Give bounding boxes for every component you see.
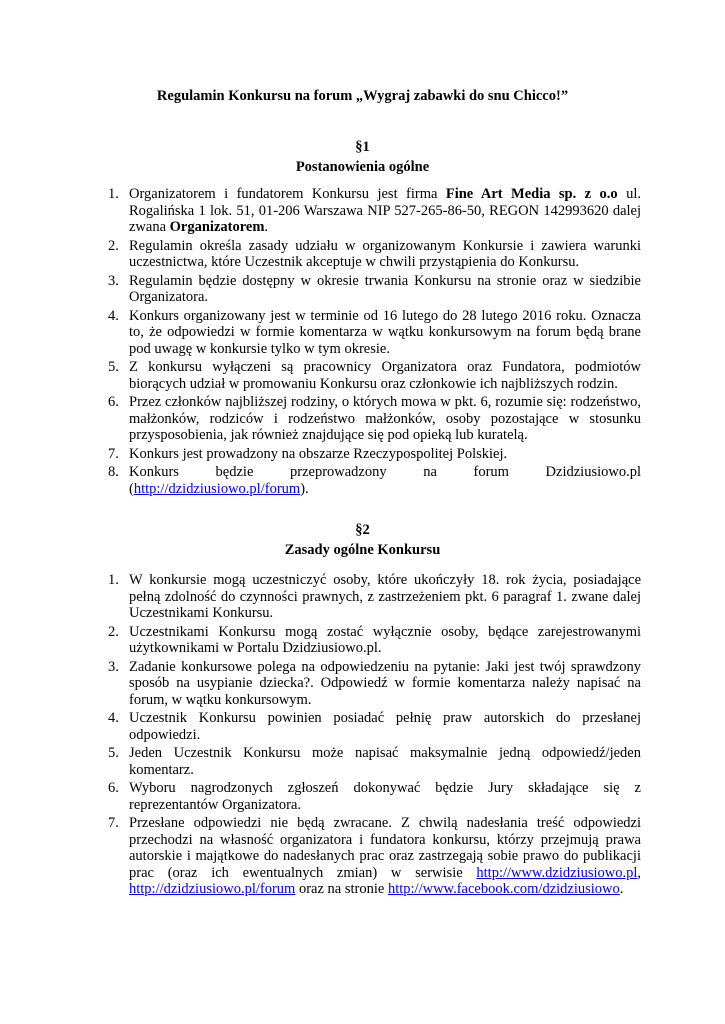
- list-item: [99, 745, 641, 778]
- item-text: ).: [300, 480, 309, 497]
- item-number: 8.: [108, 464, 119, 480]
- forum-link[interactable]: http://dzidziusiowo.pl/forum: [129, 881, 296, 897]
- section2-heading: Zasady ogólne Konkursu: [284, 542, 441, 558]
- list-item: [99, 659, 641, 709]
- item-number: 6.: [108, 780, 119, 796]
- section1-header: [0, 137, 725, 177]
- item-text: oraz na stronie: [295, 881, 388, 897]
- item-text: ,: [637, 864, 641, 881]
- item-text: Uczestnikami Konkursu mogą zostać wyłącznie osoby, będące zarejestrowanymi użytkownikami w Portalu Dzidziusiowo.pl.: [129, 623, 641, 656]
- section2-header: [0, 520, 725, 560]
- item-text: .: [619, 881, 624, 897]
- organizer-term: Organizatorem: [169, 219, 265, 235]
- item-text: Uczestnik Konkursu powinien posiadać pełnię praw autorskich do przesłanej odpowiedzi.: [129, 710, 641, 743]
- list-item: [99, 308, 641, 358]
- item-text: Z konkursu wyłączeni są pracownicy Organizatora oraz Fundatora, podmiotów biorących udział w promowaniu Konkursu oraz członkowie ich najbliższych rodzin.: [129, 359, 641, 392]
- section1-number: §1: [355, 139, 370, 155]
- list-item: [99, 394, 641, 444]
- item-number: 4.: [108, 307, 119, 324]
- list-item: [99, 446, 641, 463]
- document-title: Regulamin Konkursu na forum „Wygraj zabawki do snu Chicco!”: [156, 88, 569, 104]
- company-name: Fine Art Media sp. z o.o: [445, 186, 618, 202]
- list-item: [99, 710, 641, 743]
- section1-heading: Postanowienia ogólne: [295, 159, 430, 175]
- item-number: 1.: [108, 572, 119, 588]
- item-number: 2.: [108, 623, 119, 640]
- list-item: [99, 464, 641, 497]
- list-item: [99, 780, 641, 813]
- list-item: [99, 359, 641, 392]
- item-text: (: [129, 480, 134, 497]
- item-text: Konkurs będzie przeprowadzony na forum Dzidziusiowo.pl: [129, 464, 641, 480]
- facebook-link[interactable]: http://www.facebook.com/dzidziusiowo: [387, 881, 620, 897]
- item-number: 5.: [108, 745, 119, 761]
- list-item: [99, 815, 641, 898]
- list-item: [99, 238, 641, 271]
- item-number: 7.: [108, 815, 119, 831]
- list-item: [99, 186, 641, 236]
- section2-list: [99, 572, 641, 900]
- item-number: 3.: [108, 658, 119, 675]
- item-text: Przez członków najbliższej rodziny, o których mowa w pkt. 6, rozumie się: rodzeństwo, małżonków, rodziców i rodzeństwo małżonków, osoby pozostające w stosunku przysposobienia, jak również znajdujące się pod opieką lub kuratelą.: [129, 394, 641, 443]
- item-number: 2.: [108, 237, 119, 254]
- list-item: [99, 273, 641, 306]
- item-text: Regulamin będzie dostępny w okresie trwania Konkursu na stronie oraz w siedzibie Organizatora.: [129, 272, 641, 305]
- item-number: 3.: [108, 272, 119, 289]
- item-text: Konkurs organizowany jest w terminie od 16 lutego do 28 lutego 2016 roku. Oznacza to, że odpowiedzi w formie komentarza w wątku konkursowym na forum będą brane pod uwagę w konkursie tylko w tym okresie.: [129, 307, 641, 357]
- item-number: 5.: [108, 359, 119, 375]
- forum-link[interactable]: http://dzidziusiowo.pl/forum: [133, 480, 301, 497]
- list-item: [99, 624, 641, 657]
- item-text: Organizatorem i fundatorem Konkursu jest firma: [129, 186, 446, 202]
- item-text: Konkurs jest prowadzony na obszarze Rzeczypospolitej Polskiej.: [129, 445, 508, 462]
- item-text: Regulamin określa zasady udziału w organizowanym Konkursie i zawiera warunki uczestnictwa, które Uczestnik akceptuje w chwili przystąpienia do Konkursu.: [129, 237, 641, 270]
- dzidziusiowo-link[interactable]: http://www.dzidziusiowo.pl: [476, 864, 638, 881]
- item-number: 4.: [108, 710, 119, 726]
- item-number: 7.: [108, 445, 119, 462]
- item-text: ul. Rogalińska 1 lok. 51, 01-206 Warszawa NIP 527-265-86-50, REGON 142993620 dalej zwana: [129, 186, 641, 235]
- section1-list: [99, 186, 641, 499]
- item-text: Jeden Uczestnik Konkursu może napisać maksymalnie jedną odpowiedź/jeden komentarz.: [129, 745, 641, 778]
- section2-number: §2: [355, 522, 370, 538]
- item-text: .: [264, 219, 269, 235]
- item-number: 1.: [108, 186, 119, 202]
- list-item: [99, 572, 641, 622]
- item-number: 6.: [108, 394, 119, 410]
- item-text: Zadanie konkursowe polega na odpowiedzeniu na pytanie: Jaki jest twój sprawdzony sposób na usypianie dziecka?. Odpowiedź w formie komentarza należy napisać na forum, w wątku konkursowym.: [129, 658, 641, 708]
- item-text: Wyboru nagrodzonych zgłoszeń dokonywać będzie Jury składające się z reprezentantów Organizatora.: [129, 780, 641, 813]
- item-text: Przesłane odpowiedzi nie będą zwracane. Z chwilą nadesłania treść odpowiedzi przechodzi na własność organizatora i fundatora konkursu, którzy przejmują prawa autorskie i majątkowe do nadesłanych prac oraz zastrzegają sobie prawo do publikacji prac (oraz ich ewentualnych zmian) w serwisie: [129, 815, 641, 881]
- item-text: W konkursie mogą uczestniczyć osoby, które ukończyły 18. rok życia, posiadające pełną zdolność do czynności prawnych, z zastrzeżeniem pkt. 6 paragraf 1. zwane dalej Uczestnikami Konkursu.: [129, 572, 641, 621]
